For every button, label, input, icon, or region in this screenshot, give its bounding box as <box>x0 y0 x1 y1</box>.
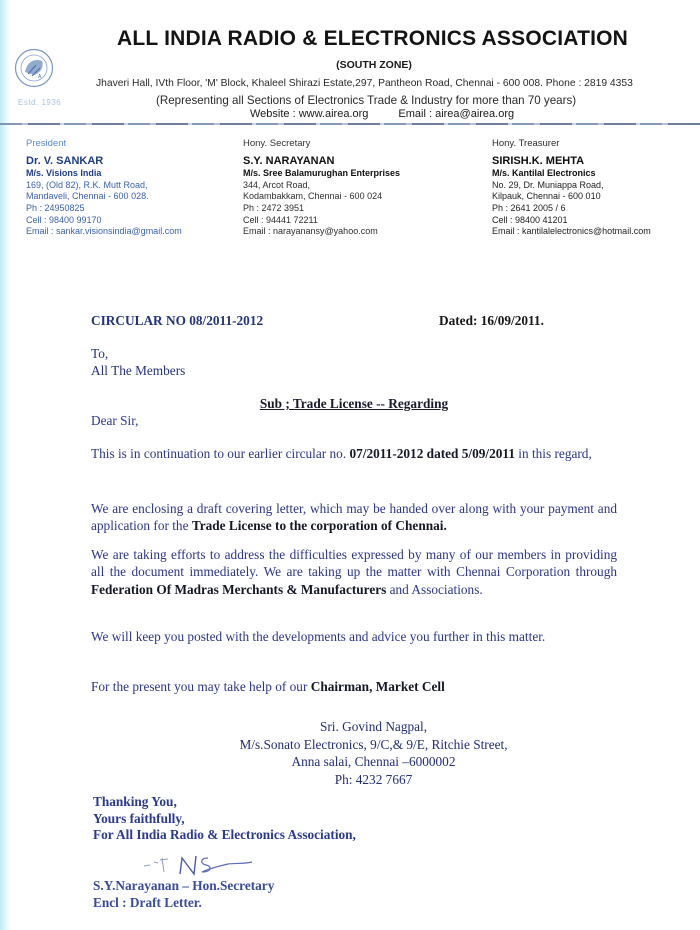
bearer-name: Dr. V. SANKAR <box>26 154 104 167</box>
recipient-block <box>91 345 185 379</box>
bearer-role: President <box>26 138 67 149</box>
bearer-phone: Ph : 24950825 <box>26 202 85 213</box>
office-bearer-secretary <box>243 138 400 238</box>
yours-faithfully: Yours faithfully, <box>93 810 185 826</box>
paragraph-updates: We will keep you posted with the developments and advice you further in this matter. <box>91 629 546 644</box>
organization-address: Jhaveri Hall, IVth Floor, 'M' Block, Khaleel Shirazi Estate,297, Pantheon Road, Chennai - 600 008. Phone : 2819 4353 <box>96 78 633 89</box>
paragraph-text: in this regard, <box>514 446 592 461</box>
bearer-role: Hony. Treasurer <box>492 138 560 149</box>
bearer-firm: M/s. Visions India <box>26 168 102 179</box>
paragraph-emphasis: Trade License to the corporation of Chennai. <box>191 518 447 534</box>
established-year: Estd. 1936 <box>18 98 62 107</box>
bearer-name: S.Y. NARAYANAN <box>243 154 335 167</box>
circular-number: CIRCULAR NO 08/2011-2012 <box>91 313 264 328</box>
paragraph-chairman-help <box>91 678 617 695</box>
chairman-firm: M/s.Sonato Electronics, 9/C,& 9/E, Ritchie Street, <box>239 736 508 752</box>
thanks-line: Thanking You, <box>93 794 177 809</box>
signer-block <box>93 878 274 911</box>
chairman-address: Anna salai, Chennai –6000002 <box>291 754 456 769</box>
bearer-address-line: 344, Arcot Road, <box>243 179 311 190</box>
bearer-phone: Ph : 2472 3951 <box>243 202 305 213</box>
representing-tagline: (Representing all Sections of Electronics Trade & Industry for more than 70 years) <box>156 94 577 107</box>
letterhead-divider <box>0 123 700 125</box>
subject-line: Sub ; Trade License -- Regarding <box>259 396 449 411</box>
paragraph-text: We are enclosing a draft covering letter, which may be handed over along with your payment and application for the <box>91 501 617 534</box>
chairman-contact <box>0 718 700 788</box>
office-bearer-president <box>26 138 182 238</box>
chairman-phone: Ph: 4232 7667 <box>334 771 413 787</box>
bearer-address-line: Mandaveli, Chennai - 600 028. <box>26 191 149 202</box>
bearer-address-line: Kilpauk, Chennai - 600 010 <box>492 191 601 202</box>
bearer-address-line: 169, (Old 82), R.K. Mutt Road, <box>26 179 148 190</box>
paragraph-text: We are taking efforts to address the difficulties expressed by many of our members in providing all the document immediately. We are taking up the matter with Chennai Corporation through <box>91 547 617 580</box>
paragraph-continuation <box>91 445 617 462</box>
federation-name: Federation Of Madras Merchants & Manufacturers <box>91 581 387 597</box>
contact-line <box>250 108 514 120</box>
bearer-cell: Cell : 98400 41201 <box>492 214 568 225</box>
bearer-address-line: No. 29, Dr. Muniappa Road, <box>492 179 604 190</box>
paragraph-text: For the present you may take help of our <box>91 679 311 694</box>
email-link[interactable]: Email : airea@airea.org <box>398 108 515 120</box>
bearer-email[interactable]: Email : sankar.visionsindia@gmail.com <box>26 226 182 237</box>
recipients: All The Members <box>91 363 186 378</box>
svg-text:A: A <box>38 74 42 80</box>
closing-block <box>93 794 356 844</box>
paragraph-efforts <box>91 546 617 598</box>
handwritten-signature <box>140 850 280 880</box>
to-label: To, <box>91 346 109 361</box>
for-organization: For All India Radio & Electronics Association, <box>93 827 356 842</box>
bearer-firm: M/s. Kantilal Electronics <box>492 168 596 179</box>
bearer-role: Hony. Secretary <box>243 138 311 149</box>
earlier-circular-reference: 07/2011-2012 dated 5/09/2011 <box>349 446 515 461</box>
bearer-email[interactable]: Email : kantilalelectronics@hotmail.com <box>492 226 651 237</box>
bearer-firm: M/s. Sree Balamurughan Enterprises <box>243 168 401 179</box>
bearer-name: SIRISH.K. MEHTA <box>492 154 585 167</box>
enclosure-note: Encl : Draft Letter. <box>93 894 202 910</box>
bearer-phone: Ph : 2641 2005 / 6 <box>492 202 566 213</box>
circular-date: Dated: 16/09/2011. <box>439 313 544 328</box>
office-bearer-treasurer <box>492 138 651 238</box>
signer-name: S.Y.Narayanan – Hon.Secretary <box>93 878 275 893</box>
bearer-email[interactable]: Email : narayanansy@yahoo.com <box>243 226 378 237</box>
chairman-name: Sri. Govind Nagpal, <box>319 719 428 734</box>
bearer-cell: Cell : 94441 72211 <box>243 214 318 225</box>
paragraph-text: and Associations. <box>386 581 483 597</box>
paragraph-enclosure <box>91 500 617 535</box>
chairman-title: Chairman, Market Cell <box>310 679 445 694</box>
website-link[interactable]: Website : www.airea.org <box>250 108 369 120</box>
salutation: Dear Sir, <box>91 413 139 428</box>
zone-label: (SOUTH ZONE) <box>336 59 412 71</box>
bearer-cell: Cell : 98400 99170 <box>26 214 102 225</box>
organization-name: ALL INDIA RADIO & ELECTRONICS ASSOCIATION <box>117 27 629 50</box>
bearer-address-line: Kodambakkam, Chennai - 600 024 <box>243 191 383 202</box>
scan-edge-tint <box>0 0 10 930</box>
paragraph-text: This is in continuation to our earlier circular no. <box>91 446 350 461</box>
